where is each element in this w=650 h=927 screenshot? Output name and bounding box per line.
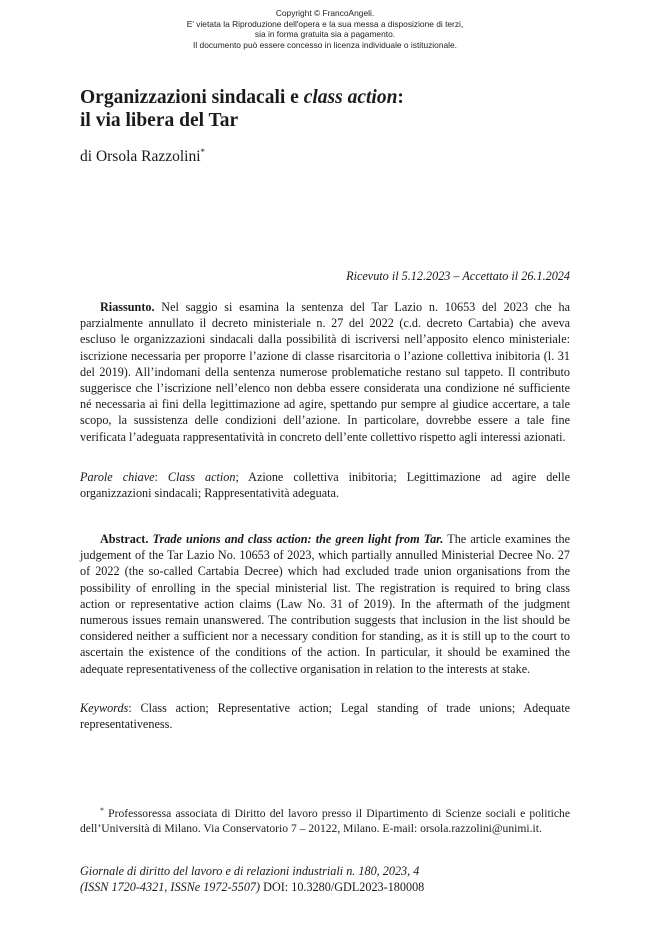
abstract-paragraph	[80, 531, 570, 677]
title-colon: :	[397, 87, 404, 108]
article-title	[80, 86, 580, 132]
riassunto-text: Nel saggio si esamina la sentenza del Tar Lazio n. 10653 del 2023 che ha parzialmente annullato il decreto ministeriale n. 27 del 2022 (c.d. decreto Cartabia) che aveva escluso le organizzazioni sindacali dalla possibilità di iscriversi nell’apposito elenco ministeriale: iscrizione necessaria per proporre l’azione di classe risarcitoria o l’azione collettiva inibitoria (l. 31 del 2019). All’indomani della sentenza numerose problematiche restano sul tappeto. Il contributo suggerisce che l’iscrizione nell’elenco non debba essere considerata una condizione né sufficiente né necessaria ai fini della legittimazione ad agire, spettando pur sempre al giudice accertare, a tale scopo, la sussistenza delle condizioni dell’azione. In particolare, dovrebbe essere a tale fine verificata l’adeguata rappresentatività in concreto dell’ente collettivo rispetto agli interessi azionati.	[80, 300, 570, 444]
copyright-line: E' vietata la Riproduzione dell'opera e la sua messa a disposizione di terzi,	[186, 18, 464, 29]
parole-chiave-first: Class action	[167, 470, 236, 484]
parole-chiave-rest: ; Azione collettiva inibitoria; Legittimazione ad agire delle organizzazioni sindacali; Rappresentatività adeguata.	[80, 470, 570, 501]
footnote	[80, 806, 570, 836]
journal-doi: DOI: 10.3280/GDL2023-180008	[260, 880, 425, 894]
title-line-2: il via libera del Tar	[80, 110, 239, 131]
footnote-text: Professoressa associata di Diritto del lavoro presso il Dipartimento di Scienze sociali e politiche dell’Università di Milano. Via Conservatorio 7 – 20122, Milano. E-mail: orsola.razzolini@unimi.it.	[80, 807, 570, 836]
author-footnote-mark: *	[200, 147, 206, 157]
title-italic-text: class action	[303, 87, 398, 108]
keywords-label: Keywords	[80, 701, 129, 715]
abstract-text: The article examines the judgement of the Tar Lazio No. 10653 of 2023, which partially annulled Ministerial Decree No. 27 of 2022 (the so-called Cartabia Decree) which had excluded trade union organisations from the possibility of enrolling in the special ministerial list. The registration is required to bring class action or representative action claims (Law No. 31 of 2019). In the aftermath of the judgment numerous issues remain unanswered. The contribution suggests that inclusion in the list should be considered neither a sufficient nor a necessary condition for standing, as it is still up to the court to ascertain the existence of the conditions of the action. In particular, it should be examined the adequate representativeness of the collective organisation in relation to the interests at stake.	[80, 532, 571, 676]
title-line-1	[80, 86, 580, 109]
title-text: Organizzazioni sindacali e	[80, 87, 304, 108]
copyright-line: Copyright © FrancoAngeli.	[275, 8, 375, 18]
footnote-mark: *	[100, 806, 104, 815]
author-prefix: di	[80, 148, 96, 165]
keywords-text: Class action; Representative action; Legal standing of trade unions; Adequate representativeness.	[80, 701, 570, 732]
riassunto-label: Riassunto.	[100, 300, 155, 314]
author-name: Orsola Razzolini	[95, 148, 201, 165]
abstract-title: Trade unions and class action: the green light from Tar.	[152, 532, 444, 546]
parole-chiave-paragraph: Parole chiave: Class action; Azione collettiva inibitoria; Legittimazione ad agire delle organizzazioni sindacali; Rappresentatività adeguata.	[80, 470, 570, 501]
journal-name: Giornale di diritto del lavoro e di relazioni industriali n. 180, 2023, 4	[80, 864, 420, 878]
riassunto-paragraph	[80, 299, 570, 445]
journal-citation	[80, 863, 580, 895]
copyright-line: sia in forma gratuita sia a pagamento.	[254, 29, 396, 39]
parole-chiave-label: Parole chiave	[80, 470, 155, 484]
abstract-label: Abstract.	[100, 532, 149, 546]
copyright-line: Il documento può essere concesso in licenza individuale o istituzionale.	[193, 39, 457, 50]
copyright-notice	[0, 8, 650, 50]
author-byline	[80, 148, 205, 166]
journal-issn: (ISSN 1720-4321, ISSNe 1972-5507)	[80, 880, 261, 894]
received-dates: Ricevuto il 5.12.2023 – Accettato il 26.1.2024	[346, 269, 570, 283]
keywords-paragraph: Keywords: Class action; Representative action; Legal standing of trade unions; Adequate representativeness.	[80, 701, 570, 732]
